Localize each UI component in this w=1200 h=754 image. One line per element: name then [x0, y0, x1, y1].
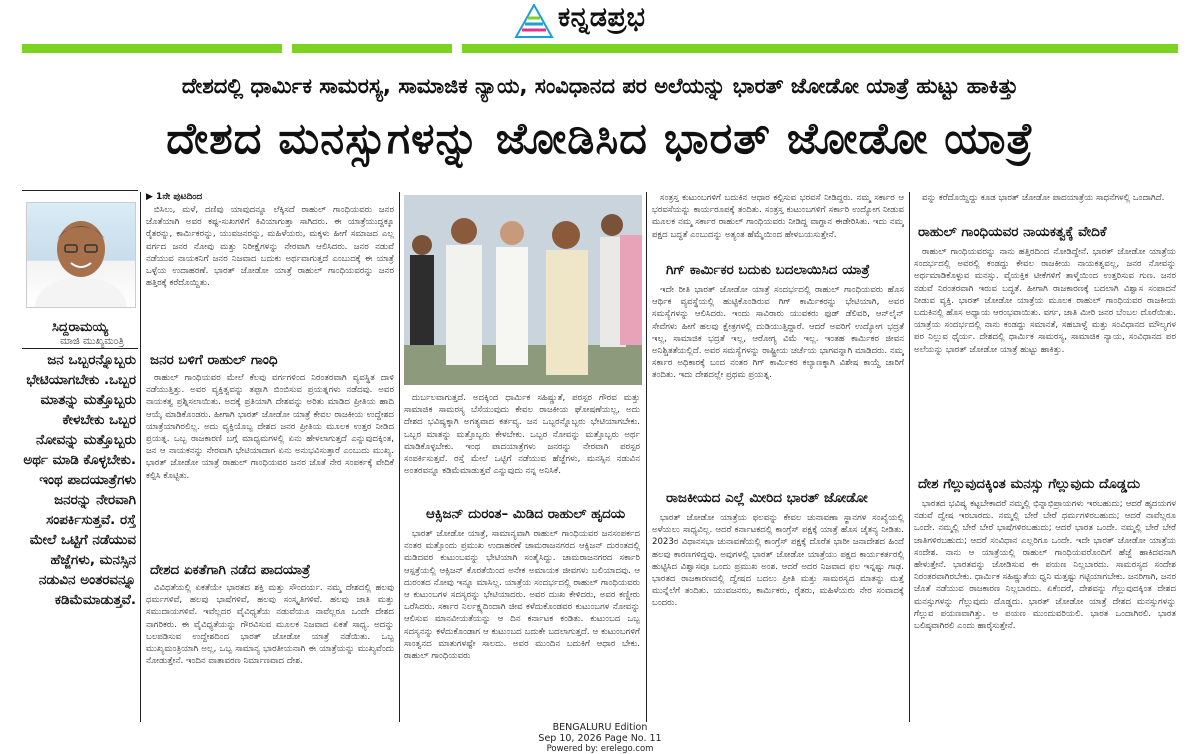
column-divider	[909, 192, 910, 722]
article-text: ಭಾರತ್ ಜೋಡೋ ಯಾತ್ರೆಯ ಫಲವನ್ನು ಕೇವಲ ಚುನಾವಣಾ ಸ್ಥಾನಗಳ ಸಂಖ್ಯೆಯಲ್ಲಿ ಅಳೆಯಲು ಸಾಧ್ಯವಿಲ್ಲ. ಆದರೆ ಕರ್ನಾಟಕದಲ್ಲಿ ಕಾಂಗ್ರೆಸ್ ಪಕ್ಷಕ್ಕೆ ಯಾತ್ರೆ ಹೊಸ ಚೈತನ್ಯ ನೀಡಿತು. 2023ರ ವಿಧಾನಸಭಾ ಚುನಾವಣೆಯಲ್ಲಿ ಕಾಂಗ್ರೆಸ್ ಪಕ್ಷಕ್ಕೆ ದೊರೆತ ಭಾರೀ ಜನಾದೇಶದ ಹಿಂದೆ ಹಲವು ಕಾರಣಗಳಿದ್ದವು. ಅವುಗಳಲ್ಲಿ ಭಾರತ್ ಜೋಡೋ ಯಾತ್ರೆಯು ಪಕ್ಷದ ಕಾರ್ಯಕರ್ತರಲ್ಲಿ ಹುಟ್ಟಿಸಿದ ವಿಶ್ವಾಸವೂ ಒಂದು ಪ್ರಮುಖ ಅಂಶ. ಆದರೆ ಅದರ ನಿಜವಾದ ಫಲ ಇನ್ನಷ್ಟು ಗಾಢ. ಭಾರತದ ರಾಜಕಾರಣದಲ್ಲಿ ದ್ವೇಷದ ಬದಲು ಪ್ರೀತಿ ಮತ್ತು ಸಾಮರಸ್ಯದ ಮಾತನ್ನು ಮತ್ತೆ ಮುನ್ನೆಲೆಗೆ ತಂದಿತು. ಯುವಜನರು, ಕಾರ್ಮಿಕರು, ರೈತರು, ಮಹಿಳೆಯರು ನೇರ ಸಂವಾದಕ್ಕೆ ಬಂದರು.	[652, 513, 904, 609]
edition-label: BENGALURU Edition	[552, 722, 648, 733]
article-text: ದುರ್ಬಲವಾಗುತ್ತದೆ. ಅದಕ್ಕಿಂದ ಧಾರ್ಮಿಕ ಸಹಿಷ್ಣುತೆ, ಪರಸ್ಪರ ಗೌರವ ಮತ್ತು ಸಾಮಾಜಿಕ ಸಾಮರಸ್ಯ ಬೆಸೆಯುವುದು ಕೇವಲ ರಾಜಕೀಯ ಘೋಷಣೆಯಲ್ಲ, ಅದು ದೇಶದ ಭವಿಷ್ಯಕ್ಕಾಗಿ ಅಗತ್ಯವಾದ ಕರ್ತವ್ಯ. ಜನ ಒಬ್ಬರನ್ನೊಬ್ಬರು ಭೇಟಿಯಾಗಬೇಕು. ಒಬ್ಬರ ಮಾತನ್ನು ಮತ್ತೊಬ್ಬರು ಕೇಳಬೇಕು. ಒಬ್ಬರ ನೋವನ್ನು ಮತ್ತೊಬ್ಬರು ಅರ್ಥ ಮಾಡಿಕೊಳ್ಳಬೇಕು. ಇಂಥ ಪಾದಯಾತ್ರೆಗಳು ಜನರನ್ನು ನೇರವಾಗಿ ಪರಸ್ಪರ ಸಂಪರ್ಕಿಸುತ್ತವೆ. ರಸ್ತೆ ಮೇಲೆ ಒಟ್ಟಿಗೆ ನಡೆಯುವ ಹೆಜ್ಜೆಗಳು, ಮನಸ್ಸಿನ ನಡುವಿನ ಅಂತರವನ್ನೂ ಕಡಿಮೆಮಾಡುತ್ತವೆ ಎನ್ನುವುದು ನನ್ನ ಅನಿಸಿಕೆ.	[404, 393, 640, 477]
subheading: ಜನರ ಬಳಿಗೆ ರಾಹುಲ್ ಗಾಂಧಿ	[150, 352, 278, 368]
continued-from-label: ▶ 1ನೇ ಪುಟದಿಂದ	[146, 192, 203, 202]
article-text: ವಿವಿಧತೆಯಲ್ಲಿ ಏಕತೆಯೇ ಭಾರತದ ಶಕ್ತಿ ಮತ್ತು ಸೌಂದರ್ಯ. ನಮ್ಮ ದೇಶದಲ್ಲಿ ಹಲವು ಧರ್ಮಗಳಿವೆ, ಹಲವು ಭಾಷೆಗಳಿವೆ, ಹಲವು ಸಂಸ್ಕೃತಿಗಳಿವೆ. ಹಲವು ಜಾತಿ ಮತ್ತು ಸಮುದಾಯಗಳಿವೆ. ಇವೆಲ್ಲದರ ವೈವಿಧ್ಯತೆಯ ನಡುವೆಯೂ ನಾವೆಲ್ಲರೂ ಒಂದೇ ದೇಶದ ನಾಗರಿಕರು. ಈ ವೈವಿಧ್ಯತೆಯನ್ನು ಗೌರವಿಸುವ ಮೂಲಕ ನಿಜವಾದ ಏಕತೆ ಸಾಧ್ಯ. ಅದನ್ನು ಬಲಪಡಿಸುವ ಉದ್ದೇಶದಿಂದ ಭಾರತ್ ಜೋಡೋ ಯಾತ್ರೆ ನಡೆಯಿತು. ಒಬ್ಬ ಮುಖ್ಯಮಂತ್ರಿಯಾಗಿ ಅಲ್ಲ, ಒಬ್ಬ ಸಾಮಾನ್ಯ ಭಾರತೀಯನಾಗಿ ಈ ಯಾತ್ರೆಯನ್ನು ಮುಖ್ಯವೆಂದು ನೋಡುತ್ತೇನೆ. ಇಂದಿನ ವಾತಾವರಣ ನಿರ್ಮಾಣವಾದ ದೇಶ.	[146, 583, 394, 667]
article-photo	[404, 195, 642, 385]
column-divider	[399, 192, 400, 722]
article-text: ಭಾರತದ ಭವಿಷ್ಯ ಕಟ್ಟಬೇಕಾದರೆ ನಮ್ಮಲ್ಲಿ ಭಿನ್ನಾಭಿಪ್ರಾಯಗಳು ಇರಬಹುದು; ಆದರೆ ಹೃದಯಗಳ ನಡುವೆ ದ್ವೇಷ ಇರಬಾರದು. ನಮ್ಮಲ್ಲಿ ಬೇರೆ ಬೇರೆ ಧರ್ಮಗಳಿರಬಹುದು; ಆದರೆ ನಾವೆಲ್ಲರೂ ಒಂದೇ. ನಮ್ಮಲ್ಲಿ ಬೇರೆ ಬೇರೆ ಭಾಷೆಗಳಿರಬಹುದು; ಆದರೆ ಭಾರತ ಒಂದೇ. ನಮ್ಮಲ್ಲಿ ಬೇರೆ ಬೇರೆ ಜಾತಿಗಳಿರಬಹುದು; ಆದರೆ ಸಂವಿಧಾನ ಎಲ್ಲರಿಗೂ ಒಂದೇ. ಇದೇ ಭಾರತ್ ಜೋಡೋ ಯಾತ್ರೆಯ ಸಂದೇಶ. ನಾನು ಆ ಯಾತ್ರೆಯಲ್ಲಿ ರಾಹುಲ್ ಗಾಂಧಿಯವರೊಂದಿಗೆ ಹೆಜ್ಜೆ ಹಾಕಿದವನಾಗಿ ಹೇಳುತ್ತೇನೆ. ಭಾರತವನ್ನು ಜೋಡಿಸುವ ಈ ಪಯಣ ನಿಲ್ಲಬಾರದು. ಸಾಮರಸ್ಯದ ಸಂದೇಶ ನಿರಂತರವಾಗಿರಬೇಕು. ಧಾರ್ಮಿಕ ಸಹಿಷ್ಣುತೆಯ ಧ್ವನಿ ಮತ್ತಷ್ಟು ಗಟ್ಟಿಯಾಗಬೇಕು. ಜನರಿಗಾಗಿ, ಜನರ ಜೊತೆ ನಡೆಯುವ ರಾಜಕಾರಣ ನಿಲ್ಲಬಾರದು. ಏಕೆಂದರೆ, ದೇಶವನ್ನು ಗೆಲ್ಲುವುದಕ್ಕಿಂತ ದೇಶದ ಮನಸ್ಸುಗಳನ್ನು ಗೆಲ್ಲುವುದು ದೊಡ್ಡದು. ಭಾರತ್ ಜೋಡೋ ಯಾತ್ರೆ ದೇಶದ ಮನಸ್ಸುಗಳನ್ನು ಗೆಲ್ಲುವ ಪಯಣವಾಗಿತ್ತು. ಆ ಪಯಣ ಮುಂದುವರಿಯಲಿ. ಭಾರತ ಒಂದಾಗಿರಲಿ. ಭಾರತ ಬಲಿಷ್ಠವಾಗಿರಲಿ ಎಂದು ಹಾರೈಸುತ್ತೇನೆ.	[914, 499, 1176, 632]
subheading: ದೇಶ ಗೆಲ್ಲುವುದಕ್ಕಿಂತ ಮನಸ್ಸು ಗೆಲ್ಲುವುದು ದೊಡ್ಡದು	[918, 476, 1141, 492]
kicker-headline: ದೇಶದಲ್ಲಿ ಧಾರ್ಮಿಕ ಸಾಮರಸ್ಯ, ಸಾಮಾಜಿಕ ನ್ಯಾಯ, ಸಂವಿಧಾನದ ಪರ ಅಲೆಯನ್ನು ಭಾರತ್ ಜೋಡೋ ಯಾತ್ರೆ ಹುಟ್ಟು ಹಾಕಿತ್ತು	[181, 74, 1019, 98]
article-text: ಭಾರತ್ ಜೋಡೋ ಯಾತ್ರೆ, ಸಾಮಾನ್ಯವಾಗಿ ರಾಹುಲ್ ಗಾಂಧಿಯವರ ಜನಸಂಪರ್ಕದ ನಂತರ ಮತ್ತೊಂದು ಪ್ರಮುಖ ಉದಾಹರಣೆ ಚಾಮರಾಜನಗರದ ಆಕ್ಸಿಜನ್ ದುರಂತದಲ್ಲಿ ಮಡಿದವರ ಕುಟುಂಬವನ್ನು ಭೇಟಿಯಾಗಿ ಸಂತೈಸಿದ್ದು. ಚಾಮರಾಜನಗರದ ಸರ್ಕಾರಿ ಆಸ್ಪತ್ರೆಯಲ್ಲಿ ಆಕ್ಸಿಜನ್ ಕೊರತೆಯಿಂದ ಅನೇಕ ಅಮಾಯಕ ಜೀವಗಳು ಬಲಿಯಾದವು. ಆ ದುರಂತದ ನೋವು ಇನ್ನೂ ಮಾಸಿಲ್ಲ. ಯಾತ್ರೆಯ ಸಂದರ್ಭದಲ್ಲಿ ರಾಹುಲ್ ಗಾಂಧಿಯವರು ಆ ಕುಟುಂಬಗಳ ಸದಸ್ಯರನ್ನು ಭೇಟಿಯಾದರು. ಅವರ ದುಃಖ ಕೇಳಿದರು, ಅವರ ಕಣ್ಣೀರು ಒರೆಸಿದರು. ಸರ್ಕಾರ ನಿರ್ಲಕ್ಷ್ಯದಿಂದಾಗಿ ಜೀವ ಕಳೆದುಕೊಂಡವರ ಕುಟುಂಬಗಳ ನೋವನ್ನು ಆಲಿಸುವ ಮಾನವೀಯತೆಯನ್ನು ಆ ದಿನ ಕರ್ನಾಟಕ ಕಂಡಿತು. ಕುಟುಂಬದ ಒಬ್ಬ ಸದಸ್ಯನನ್ನು ಕಳೆದುಕೊಂಡಾಗ ಆ ಕುಟುಂಬದ ಬದುಕೇ ಬದಲಾಗುತ್ತದೆ. ಆ ಕುಟುಂಬಗಳಿಗೆ ಸಾಂತ್ವನದ ಮಾತುಗಳಷ್ಟೇ ಸಾಲದು. ಅವರ ಮುಂದಿನ ಬದುಕಿಗೆ ಆಧಾರ ಬೇಕು. ರಾಹುಲ್ ಗಾಂಧಿಯವರು	[404, 529, 640, 662]
column-rule	[22, 190, 138, 191]
subheading: ದೇಶದ ಏಕತೆಗಾಗಿ ನಡೆದ ಪಾದಯಾತ್ರೆ	[150, 562, 311, 578]
column-divider	[646, 192, 647, 722]
subheading: ರಾಜಕೀಯದ ಎಲ್ಲೆ ಮೀರಿದ ಭಾರತ್ ಜೋಡೋ	[666, 490, 868, 506]
author-name: ಸಿದ್ದರಾಮಯ್ಯ	[52, 320, 109, 335]
pull-quote: ಜನ ಒಬ್ಬರನ್ನೊಬ್ಬರು ಭೇಟಿಯಾಗಬೇಕು .ಒಬ್ಬರ ಮಾತನ್ನು ಮತ್ತೊಬ್ಬರು ಕೇಳಬೇಕು ಒಬ್ಬರ ನೋವನ್ನು ಮತ್ತೊಬ್ಬರು ಅರ್ಥ ಮಾಡಿ ಕೊಳ್ಳಬೇಕು. ಇಂಥ ಪಾದಯಾತ್ರೆಗಳು ಜನರನ್ನು ನೇರವಾಗಿ ಸಂಪರ್ಕಿಸುತ್ತವೆ. ರಸ್ತೆ ಮೇಲೆ ಒಟ್ಟಿಗೆ ನಡೆಯುವ ಹೆಜ್ಜೆಗಳು, ಮನಸ್ಸಿನ ನಡುವಿನ ಅಂತರವನ್ನೂ ಕಡಿಮೆಮಾಡುತ್ತವೆ.	[23, 352, 136, 608]
column-rule	[22, 348, 138, 349]
subheading: ಗಿಗ್ ಕಾರ್ಮಿಕರ ಬದುಕು ಬದಲಾಯಿಸಿದ ಯಾತ್ರೆ	[666, 262, 870, 278]
subheading: ರಾಹುಲ್ ಗಾಂಧಿಯವರ ನಾಯಕತ್ವಕ್ಕೆ ವೇದಿಕೆ	[918, 224, 1107, 240]
author-title: ಮಾಜಿ ಮುಖ್ಯಮಂತ್ರಿ	[60, 336, 124, 347]
article-text: ಬಿಸಿಲು, ಮಳೆ, ದಣಿವು ಯಾವುದನ್ನೂ ಲೆಕ್ಕಿಸದೆ ರಾಹುಲ್ ಗಾಂಧಿಯವರು ಜನರ ಜೊತೆಯಾಗಿ ಅವರ ಕಷ್ಟ-ಸುಖಗಳಿಗೆ ಕಿವಿಯಾಗುತ್ತಾ ಸಾಗಿದರು. ಈ ಯಾತ್ರೆಯುದ್ದಕ್ಕೂ ರೈತರನ್ನು, ಕಾರ್ಮಿಕರನ್ನು, ಯುವಜನರನ್ನು, ಮಹಿಳೆಯರು, ಮಕ್ಕಳು ಹೀಗೆ ಸಮಾಜದ ಎಲ್ಲ ವರ್ಗದ ಜನರ ನೋವು ಮತ್ತು ನಿರೀಕ್ಷೆಗಳನ್ನು ನೇರವಾಗಿ ಆಲಿಸಿದರು. ಜನರ ನಡುವೆ ನಡೆಯುವ ನಾಯಕನಿಗೆ ಜನರ ನಿಜವಾದ ಬದುಕು ಅರ್ಥವಾಗುತ್ತದೆ ಎಂಬುದಕ್ಕೆ ಈ ಯಾತ್ರೆ ಒಳ್ಳೆಯ ಉದಾಹರಣೆ. ಭಾರತ್ ಜೋಡೋ ಯಾತ್ರೆ ರಾಹುಲ್ ಗಾಂಧಿಯವರನ್ನು ಜನರ ಹತ್ತಿರಕ್ಕೆ ಕರೆದೊಯ್ದಿತು.	[146, 205, 394, 289]
subheading: ಆಕ್ಸಿಜನ್ ದುರಂತ– ಮಿಡಿದ ರಾಹುಲ್ ಹೃದಯ	[426, 506, 626, 522]
masthead-rule	[22, 44, 1178, 53]
article-text: ರಾಹುಲ್ ಗಾಂಧಿಯವರ ಮೇಲೆ ಕೆಲವು ವರ್ಗಗಳಿಂದ ನಿರಂತರವಾಗಿ ವ್ಯವಸ್ಥಿತ ದಾಳಿ ನಡೆಯುತ್ತಿತ್ತು. ಅವರ ವ್ಯಕ್ತಿತ್ವವನ್ನು ತಪ್ಪಾಗಿ ಬಿಂಬಿಸುವ ಪ್ರಯತ್ನಗಳು ನಡೆದವು. ಅವರ ನಾಯಕತ್ವ ಪ್ರಶ್ನಿಸಲಾಯಿತು. ಅದಕ್ಕೆ ಪ್ರತಿಯಾಗಿ ದೇಶವನ್ನು ಅರಿತು ಮಾಡಿದ ಪ್ರೀತಿಯ ಹಾದಿ ಆಯ್ಕೆ ಮಾಡಿಕೊಂಡರು. ಹೀಗಾಗಿ ಭಾರತ್ ಜೋಡೋ ಯಾತ್ರೆ ಕೇವಲ ರಾಜಕೀಯ ಉದ್ದೇಶದ ಯಾತ್ರೆಯಾಗಿರಲಿಲ್ಲ. ಅದು ವ್ಯಕ್ತಿಯೊಬ್ಬ ದೇಶದ ಜನರ ಪ್ರೀತಿಯ ಮೂಲಕ ಉತ್ತರ ನೀಡಿದ ಪ್ರಯತ್ನ. ಒಬ್ಬ ರಾಜಕಾರಣಿ ಬಗ್ಗೆ ಮಾಧ್ಯಮಗಳಲ್ಲಿ ಏನು ಹೇಳಲಾಗುತ್ತದೆ ಎನ್ನುವುದಕ್ಕಿಂತ, ಜನ ಆ ನಾಯಕನನ್ನು ನೇರವಾಗಿ ಭೇಟಿಯಾದಾಗ ಏನು ಅನುಭವಿಸುತ್ತಾರೆ ಎಂಬುದು ಮುಖ್ಯ. ಭಾರತ್ ಜೋಡೋ ಯಾತ್ರೆ ರಾಹುಲ್ ಗಾಂಧಿಯವರ ಜನರ ಜೊತೆ ನೇರ ಸಂಪರ್ಕಕ್ಕೆ ವೇದಿಕೆ ಕಲ್ಪಿಸಿ ಕೊಟ್ಟಿತು.	[146, 373, 394, 481]
column-divider	[140, 192, 141, 722]
masthead-title: ಕನ್ನಡಪ್ರಭ	[558, 2, 646, 33]
main-headline: ದೇಶದ ಮನಸ್ಸುಗಳನ್ನು ಜೋಡಿಸಿದ ಭಾರತ್ ಜೋಡೋ ಯಾತ್ರೆ	[166, 114, 1034, 164]
article-text: ರಾಹುಲ್ ಗಾಂಧಿಯವರನ್ನು ನಾನು ಹತ್ತಿರದಿಂದ ನೋಡಿದ್ದೇನೆ. ಭಾರತ್ ಜೋಡೋ ಯಾತ್ರೆಯ ಸಂದರ್ಭದಲ್ಲಿ ಅವರಲ್ಲಿ ಕಂಡದ್ದು ಕೇವಲ ರಾಜಕೀಯ ನಾಯಕತ್ವವಲ್ಲ, ಜನರ ನೋವನ್ನು ಅರ್ಥಮಾಡಿಕೊಳ್ಳುವ ಮನಸ್ಸು. ವೈಯಕ್ತಿಕ ಟೀಕೆಗಳಿಗೆ ತಾಳ್ಮೆಯಿಂದ ಉತ್ತರಿಸುವ ಗುಣ. ಜನರ ನಡುವೆ ನಿರಂತರವಾಗಿ ಇರುವ ಬದ್ಧತೆ. ಹೀಗಾಗಿ ರಾಜಕಾರಣಕ್ಕೆ ಬದಲಾಗಿ ವಿಶ್ವಾಸ ಸಂಪಾದನೆ ನೀಡುವ ವ್ಯಕ್ತಿ. ಭಾರತ್ ಜೋಡೋ ಯಾತ್ರೆಯ ಮೂಲಕ ರಾಹುಲ್ ಗಾಂಧಿಯವರ ರಾಜಕೀಯ ಬದುಕಿನಲ್ಲಿ ಹೊಸ ಅಧ್ಯಾಯ ಆರಂಭವಾಯಿತು. ವರ್ಗ, ಜಾತಿ ಮೀರಿ ಜನರ ಬೆಂಬಲ ದೊರೆಯಿತು. ಯಾತ್ರೆಯ ಸಂದರ್ಭದಲ್ಲಿ ನಾನು ಕಂಡದ್ದು ಸಮಾನತೆ, ಸಹಬಾಳ್ವೆ ಮತ್ತು ಸಂವಿಧಾನದ ಮೌಲ್ಯಗಳ ಪರ ನಿಲ್ಲುವ ಧೈರ್ಯ. ದೇಶದಲ್ಲಿ ಧಾರ್ಮಿಕ ಸಾಮರಸ್ಯ, ಸಾಮಾಜಿಕ ನ್ಯಾಯ, ಸಂವಿಧಾನದ ಪರ ಅಲೆಯನ್ನು ಭಾರತ್ ಜೋಡೋ ಯಾತ್ರೆ ಹುಟ್ಟು ಹಾಕಿತ್ತು.	[914, 247, 1176, 355]
masthead	[0, 0, 1200, 54]
article-text: ವನ್ನು ಕರೆದೊಯ್ದಿದ್ದು ಕೂಡ ಭಾರತ್ ಜೋಡೋ ಪಾದಯಾತ್ರೆಯ ಸಾಧನೆಗಳಲ್ಲಿ ಒಂದಾಗಿದೆ.	[922, 193, 1165, 203]
author-photo	[26, 202, 136, 308]
article-text: ಸಂತ್ರಸ್ತ ಕುಟುಂಬಗಳಿಗೆ ಬದುಕಿನ ಆಧಾರ ಕಲ್ಪಿಸುವ ಭರವಸೆ ನೀಡಿದ್ದರು. ನಮ್ಮ ಸರ್ಕಾರ ಆ ಭರವಸೆಯನ್ನು ಕಾರ್ಯರೂಪಕ್ಕೆ ತಂದಿತು. ಸಂತ್ರಸ್ತ ಕುಟುಂಬಗಳಿಗೆ ಸರ್ಕಾರಿ ಉದ್ಯೋಗ ನೀಡುವ ಮೂಲಕ ನಮ್ಮ ಸರ್ಕಾರ ರಾಹುಲ್ ಗಾಂಧಿಯವರು ನೀಡಿದ್ದ ವಾಗ್ದಾನ ಈಡೇರಿಸಿತು. ಇದು ನಮ್ಮ ಪಕ್ಷದ ಬದ್ಧತೆ ಎಂಬುದನ್ನು ಅತ್ಯಂತ ಹೆಮ್ಮೆಯಿಂದ ಹೇಳಬಯಸುತ್ತೇನೆ.	[652, 193, 904, 240]
powered-by-label: Powered by: erelego.com	[546, 744, 654, 754]
kannada-prabha-logo-icon	[514, 4, 554, 38]
date-page-label: Sep 10, 2026 Page No. 11	[538, 733, 662, 744]
article-text: ಇದೇ ರೀತಿ ಭಾರತ್ ಜೋಡೋ ಯಾತ್ರೆ ಸಂದರ್ಭದಲ್ಲಿ ರಾಹುಲ್ ಗಾಂಧಿಯವರು ಹೊಸ ಆರ್ಥಿಕ ವ್ಯವಸ್ಥೆಯಲ್ಲಿ ಹುಟ್ಟಿಕೊಂಡಿರುವ ಗಿಗ್ ಕಾರ್ಮಿಕರನ್ನು ಭೇಟಿಯಾಗಿ, ಅವರ ಸಮಸ್ಯೆಗಳನ್ನು ಆಲಿಸಿದರು. ಇಂದು ಸಾವಿರಾರು ಯುವಕರು ಫುಡ್ ಡೆಲಿವರಿ, ಆನ್‌ಲೈನ್ ಸೇವೆಗಳು ಹೀಗೆ ಹಲವು ಕ್ಷೇತ್ರಗಳಲ್ಲಿ ದುಡಿಯುತ್ತಿದ್ದಾರೆ. ಆದರೆ ಅವರಿಗೆ ಉದ್ಯೋಗ ಭದ್ರತೆ ಇಲ್ಲ, ಸಾಮಾಜಿಕ ಭದ್ರತೆ ಇಲ್ಲ, ಆರೋಗ್ಯ ವಿಮೆ ಇಲ್ಲ. ಇಂತಹ ಕಾರ್ಮಿಕರ ಜೀವನ ಅನಿಶ್ಚಿತತೆಯಲ್ಲಿದೆ. ಅವರ ಸಮಸ್ಯೆಗಳನ್ನು ರಾಷ್ಟ್ರೀಯ ಚರ್ಚೆಯ ಭಾಗವನ್ನಾಗಿ ಮಾಡಿದರು. ನಮ್ಮ ಸರ್ಕಾರ ಅಧಿಕಾರಕ್ಕೆ ಬಂದ ನಂತರ ಗಿಗ್ ಕಾರ್ಮಿಕರ ಕಲ್ಯಾಣಕ್ಕಾಗಿ ವಿಶೇಷ ಕಾಯ್ದೆ ಜಾರಿಗೆ ತಂದಿತು. ಇದು ದೇಶದಲ್ಲೇ ಪ್ರಥಮ ಪ್ರಯತ್ನ.	[652, 285, 904, 381]
